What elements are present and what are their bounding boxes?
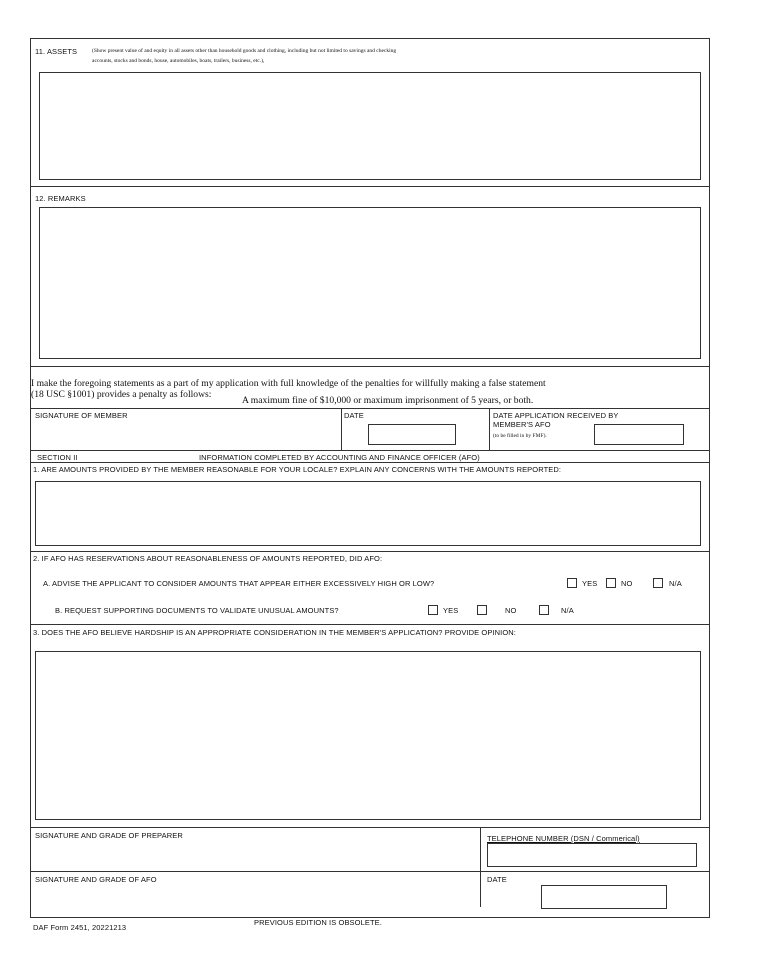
telephone-label: TELEPHONE NUMBER (DSN / Commerical) — [487, 834, 640, 843]
q2b-yes-label: YES — [443, 606, 459, 615]
q3-input[interactable] — [35, 651, 701, 820]
form-id: DAF Form 2451, 20221213 — [33, 923, 127, 932]
section2-title: INFORMATION COMPLETED BY ACCOUNTING AND FINANCE OFFICER (AFO) — [199, 453, 480, 462]
member-date-label: DATE — [344, 411, 364, 420]
q2a-na-checkbox[interactable] — [653, 578, 663, 588]
q2b-na-label: N/A — [561, 606, 574, 615]
statement-line-2-end: A maximum fine of $10,000 or maximum imprisonment of 5 years, or both. — [242, 395, 534, 406]
preparer-signature-label: SIGNATURE AND GRADE OF PREPARER — [35, 831, 183, 840]
received-label-2: MEMBER'S AFO — [493, 420, 551, 429]
afo-signature-field[interactable] — [33, 886, 477, 914]
assets-input[interactable] — [39, 72, 701, 180]
q2b-yes-checkbox[interactable] — [428, 605, 438, 615]
received-date-input[interactable] — [594, 424, 684, 445]
assets-instructions-1: (Show present value of and equity in all assets other than household goods and clothing, including but not limited to savings and checking — [92, 48, 397, 54]
statement-line-2-start: (18 USC §1001) provides a penalty as follows: — [31, 389, 212, 400]
telephone-input[interactable] — [487, 843, 697, 867]
q2b-no-checkbox[interactable] — [477, 605, 487, 615]
remarks-label: 12. REMARKS — [35, 194, 86, 203]
assets-label: 11. ASSETS — [35, 47, 78, 56]
q2a-na-label: N/A — [669, 579, 682, 588]
q1-input[interactable] — [35, 481, 701, 546]
member-signature-field[interactable] — [33, 422, 338, 450]
q3-label: 3. DOES THE AFO BELIEVE HARDSHIP IS AN APPROPRIATE CONSIDERATION IN THE MEMBER'S APPLICATION? PROVIDE OPINION: — [33, 628, 516, 637]
edition-note: PREVIOUS EDITION IS OBSOLETE. — [254, 918, 382, 927]
member-signature-label: SIGNATURE OF MEMBER — [35, 411, 128, 420]
q2a-label: A. ADVISE THE APPLICANT TO CONSIDER AMOUNTS THAT APPEAR EITHER EXCESSIVELY HIGH OR LOW? — [43, 579, 435, 588]
q2b-label: B. REQUEST SUPPORTING DOCUMENTS TO VALIDATE UNUSUAL AMOUNTS? — [55, 606, 339, 615]
afo-date-label: DATE — [487, 875, 507, 884]
q2a-no-checkbox[interactable] — [606, 578, 616, 588]
assets-instructions-2: accounts, stocks and bonds, house, automobiles, boats, trailers, business, etc.), — [92, 58, 265, 64]
q2-label: 2. IF AFO HAS RESERVATIONS ABOUT REASONABLENESS OF AMOUNTS REPORTED, DID AFO: — [33, 554, 383, 563]
q1-label: 1. ARE AMOUNTS PROVIDED BY THE MEMBER REASONABLE FOR YOUR LOCALE? EXPLAIN ANY CONCERNS WITH THE AMOUNTS REPORTED: — [33, 465, 562, 474]
q2b-na-checkbox[interactable] — [539, 605, 549, 615]
remarks-input[interactable] — [39, 207, 701, 359]
afo-signature-label: SIGNATURE AND GRADE OF AFO — [35, 875, 157, 884]
member-date-input[interactable] — [368, 424, 456, 445]
statement-line-1: I make the foregoing statements as a part of my application with full knowledge of the penalties for willfully making a false statement — [31, 378, 546, 389]
q2a-yes-label: YES — [582, 579, 598, 588]
received-label-1: DATE APPLICATION RECEIVED BY — [493, 411, 619, 420]
section2-label: SECTION II — [37, 453, 78, 462]
form-page — [30, 38, 710, 918]
q2a-yes-checkbox[interactable] — [567, 578, 577, 588]
afo-date-input[interactable] — [541, 885, 667, 909]
received-note: (to be filled in by FMF). — [493, 433, 547, 439]
preparer-signature-field[interactable] — [33, 842, 477, 868]
q2a-no-label: NO — [621, 579, 633, 588]
q2b-no-label: NO — [505, 606, 517, 615]
